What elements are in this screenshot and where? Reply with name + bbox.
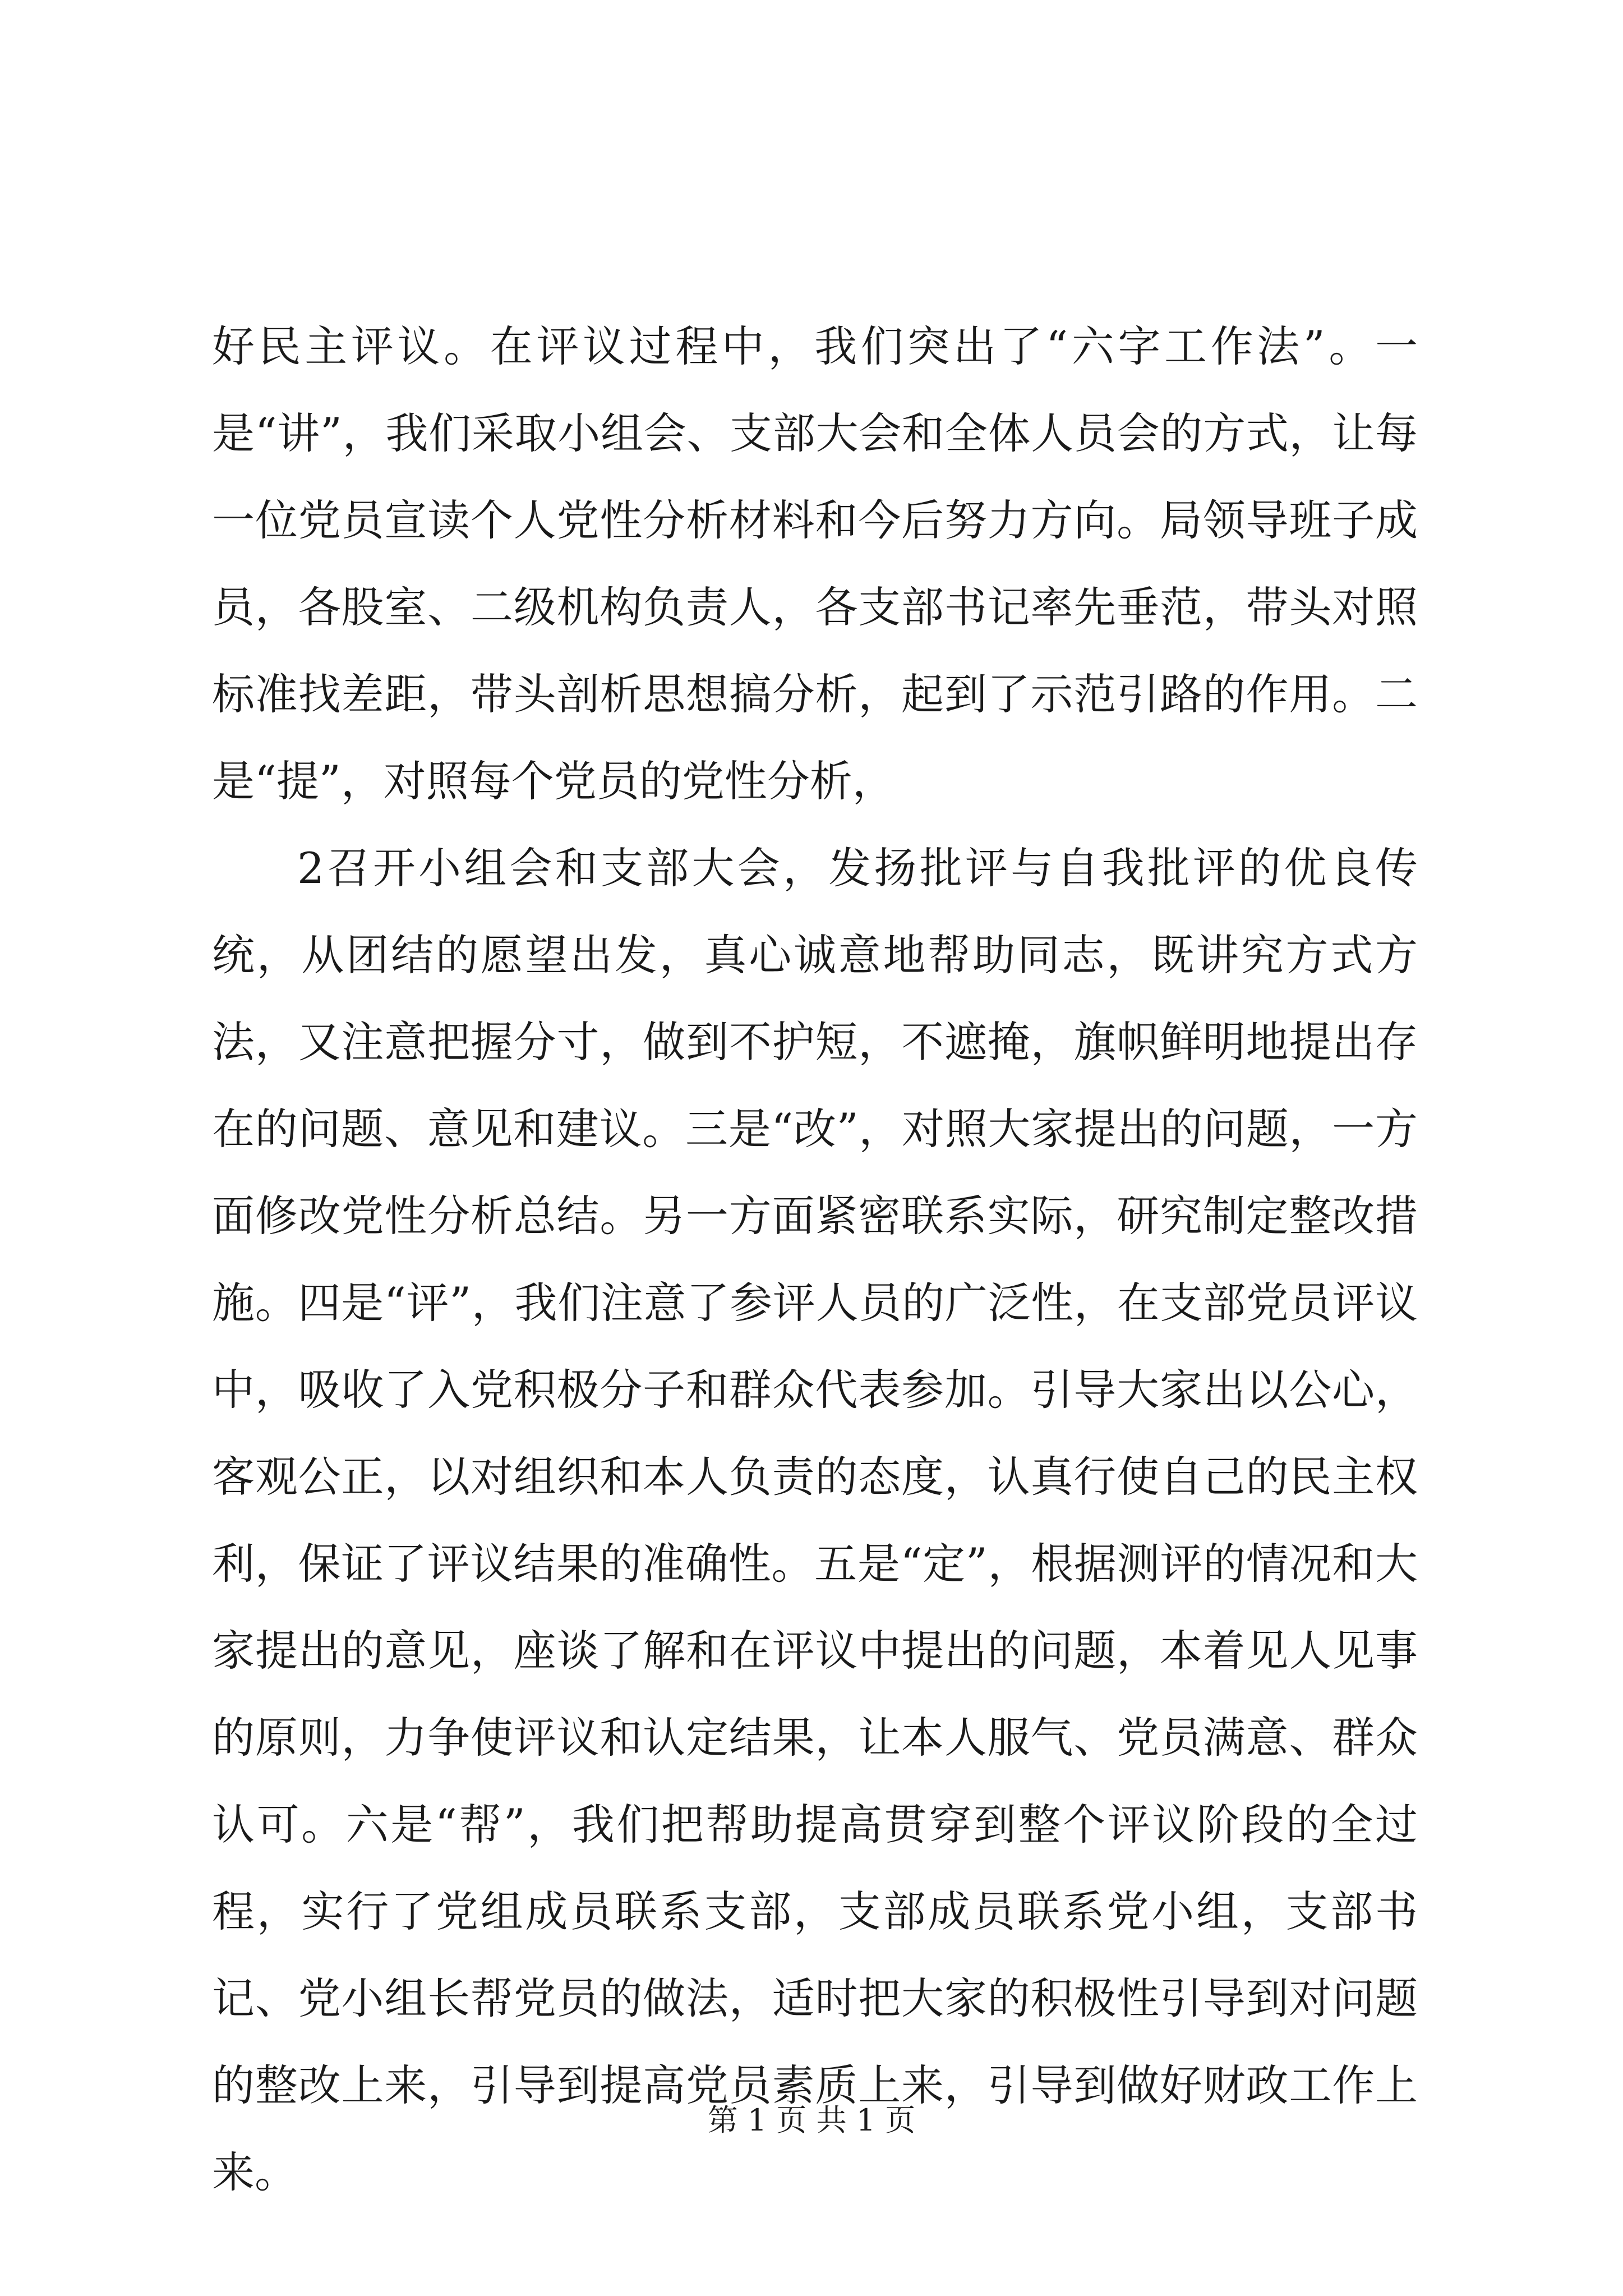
page-footer: 第 1 页 共 1 页 bbox=[707, 2102, 916, 2138]
paragraph-main: 2召开小组会和支部大会，发扬批评与自我批评的优良传统，从团结的愿望出发，真心诚意地帮助同志，既讲究方式方法，又注意把握分寸，做到不护短，不遮掩，旗帜鲜明地提出存在的问题、意见和建议。三是“改”，对照大家提出的问题，一方面修改党性分析总结。另一方面紧密联系实际，研究制定整改措施。四是“评”，我们注意了参评人员的广泛性，在支部党员评议中，吸收了入党积极分子和群众代表参加。引导大家出以公心，客观公正，以对组织和本人负责的态度，认真行使自己的民主权利，保证了评议结果的准确性。五是“定”，根据测评的情况和大家提出的意见，座谈了解和在评议中提出的问题，本着见人见事的原则，力争使评议和认定结果，让本人服气、党员满意、群众认可。六是“帮”，我们把帮助提高贯穿到整个评议阶段的全过程，实行了党组成员联系支部，支部成员联系党小组，支部书记、党小组长帮党员的做法，适时把大家的积极性引导到对问题的整改上来，引导到提高党员素质上来，引导到做好财政工作上来。 bbox=[212, 843, 1418, 2197]
document-body bbox=[212, 303, 1418, 2216]
paragraph-continuation: 好民主评议。在评议过程中，我们突出了“六字工作法”。一是“讲”，我们采取小组会、支部大会和全体人员会的方式，让每一位党员宣读个人党性分析材料和今后努力方向。局领导班子成员，各股室、二级机构负责人，各支部书记率先垂范，带头对照标准找差距，带头剖析思想搞分析，起到了示范引路的作用。二是“提”，对照每个党员的党性分析， bbox=[212, 321, 1418, 806]
